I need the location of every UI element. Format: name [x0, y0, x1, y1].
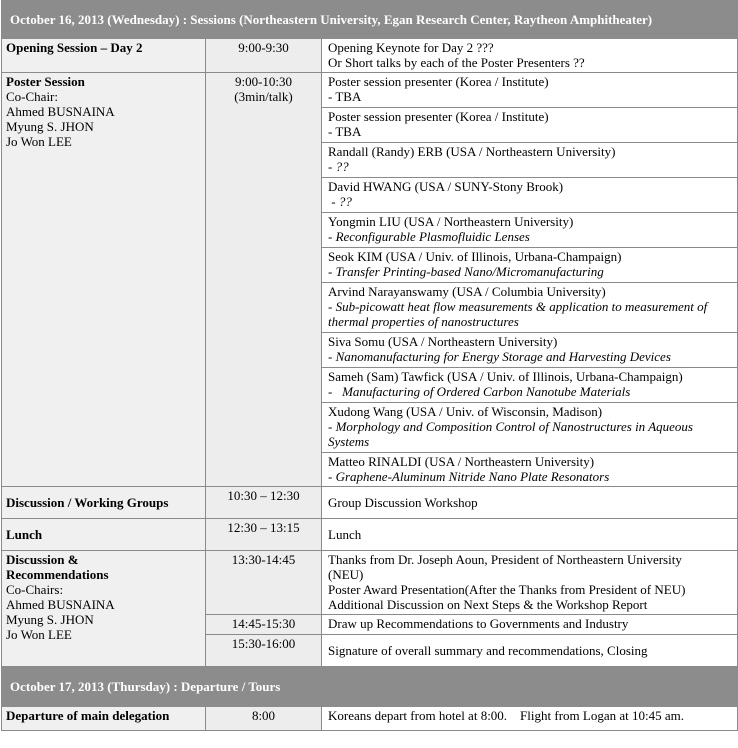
presenter-title-cont: Systems: [328, 434, 370, 449]
departure-time: 8:00: [206, 707, 322, 731]
presenter-cell: [322, 248, 738, 283]
presenter-name: Arvind Narayanswamy (USA / Columbia University): [328, 284, 606, 299]
poster-session-name: Poster Session: [6, 74, 85, 89]
presenter-cell: [322, 108, 738, 143]
recommendations-time-2: 14:45-15:30: [206, 615, 322, 635]
departure-session-name: Departure of main delegation: [6, 708, 170, 723]
poster-session-cell: [2, 73, 206, 487]
presenter-name: Siva Somu (USA / Northeastern University): [328, 334, 558, 349]
presenter-cell: [322, 333, 738, 368]
poster-time-2: (3min/talk): [234, 89, 293, 104]
recommendations-time-3: 15:30-16:00: [206, 635, 322, 667]
day1-header-row: [2, 1, 738, 39]
lunch-time: 12:30 – 13:15: [206, 519, 322, 551]
presenter-title: - Morphology and Composition Control of Nanostructures in Aqueous: [328, 419, 693, 434]
recommendations-chair-3: Jo Won LEE: [6, 627, 72, 642]
presenter-title: - Transfer Printing-based Nano/Micromanufacturing: [328, 264, 604, 279]
discussion-desc: Group Discussion Workshop: [322, 487, 738, 519]
presenter-name: Yongmin LIU (USA / Northeastern University): [328, 214, 574, 229]
presenter-title: - Reconfigurable Plasmofluidic Lenses: [328, 229, 530, 244]
presenter-title: - Graphene-Aluminum Nitride Nano Plate Resonators: [328, 469, 610, 484]
presenter-cell: [322, 283, 738, 333]
presenter-title: - Manufacturing of Ordered Carbon Nanotube Materials: [328, 384, 631, 399]
lunch-desc: Lunch: [322, 519, 738, 551]
presenter-cell: [322, 213, 738, 248]
opening-session-row: [2, 39, 738, 73]
lunch-session-name: Lunch: [6, 526, 43, 542]
presenter-cell: [322, 403, 738, 453]
recommendations-time-1: 13:30-14:45: [206, 551, 322, 615]
poster-cochair-label: Co-Chair:: [6, 89, 58, 104]
opening-session-time: 9:00-9:30: [206, 39, 322, 73]
recommendations-session-cell: [2, 551, 206, 667]
discussion-time: 10:30 – 12:30: [206, 487, 322, 519]
presenter-cell: [322, 73, 738, 108]
recommendations-chair-2: Myung S. JHON: [6, 612, 94, 627]
poster-chair-1: Ahmed BUSNAINA: [6, 104, 115, 119]
lunch-row: [2, 519, 738, 551]
recommendations-desc-2: (NEU): [328, 567, 364, 582]
recommendations-row-1: [2, 551, 738, 615]
presenter-title: - Nanomanufacturing for Energy Storage and Harvesting Devices: [328, 349, 671, 364]
recommendations-row2-desc: Draw up Recommendations to Governments and Industry: [322, 615, 738, 635]
presenter-name: Randall (Randy) ERB (USA / Northeastern University): [328, 144, 616, 159]
presenter-title: - ??: [328, 194, 352, 209]
presenter-name: Poster session presenter (Korea / Institute): [328, 109, 549, 124]
presenter-name: Matteo RINALDI (USA / Northeastern University): [328, 454, 595, 469]
poster-time-1: 9:00-10:30: [234, 74, 293, 89]
presenter-title-cont: thermal properties of nanostructures: [328, 314, 519, 329]
presenter-name: Poster session presenter (Korea / Institute): [328, 74, 549, 89]
recommendations-desc-3: Poster Award Presentation(After the Thanks from President of NEU): [328, 582, 686, 597]
presenter-title: - TBA: [328, 89, 362, 104]
discussion-session-name: Discussion / Working Groups: [6, 494, 169, 510]
departure-desc: Koreans depart from hotel at 8:00. Flight from Logan at 10:45 am.: [322, 707, 738, 731]
poster-chair-2: Myung S. JHON: [6, 119, 94, 134]
discussion-row: [2, 487, 738, 519]
presenter-name: Seok KIM (USA / Univ. of Illinois, Urbana-Champaign): [328, 249, 622, 264]
presenter-cell: [322, 178, 738, 213]
presenter-name: David HWANG (USA / SUNY-Stony Brook): [328, 179, 564, 194]
recommendations-chair-1: Ahmed BUSNAINA: [6, 597, 115, 612]
presenter-name: Xudong Wang (USA / Univ. of Wisconsin, Madison): [328, 404, 603, 419]
recommendations-session-name-1: Discussion &: [6, 552, 79, 567]
poster-row-1: [2, 73, 738, 108]
presenter-name: Sameh (Sam) Tawfick (USA / Univ. of Illinois, Urbana-Champaign): [328, 369, 683, 384]
presenter-title: - ??: [328, 159, 349, 174]
recommendations-desc-1: Thanks from Dr. Joseph Aoun, President of Northeastern University: [328, 552, 682, 567]
recommendations-row3-desc: Signature of overall summary and recommendations, Closing: [322, 635, 738, 667]
recommendations-cochair-label: Co-Chairs:: [6, 582, 64, 597]
day2-header-row: [2, 667, 738, 707]
presenter-title: - TBA: [328, 124, 362, 139]
departure-row: [2, 707, 738, 731]
opening-desc-2: Or Short talks by each of the Poster Presenters ??: [328, 55, 585, 70]
presenter-cell: [322, 453, 738, 487]
poster-session-time: [206, 73, 322, 487]
opening-session-name: Opening Session – Day 2: [6, 40, 143, 55]
day2-header: October 17, 2013 (Thursday) : Departure / Tours: [2, 667, 738, 707]
recommendations-session-name-2: Recommendations: [6, 567, 109, 582]
opening-desc-1: Opening Keynote for Day 2 ???: [328, 40, 494, 55]
presenter-cell: [322, 368, 738, 403]
presenter-cell: [322, 143, 738, 178]
recommendations-desc-4: Additional Discussion on Next Steps & the Workshop Report: [328, 597, 648, 612]
schedule-table: [1, 0, 738, 731]
day1-header: October 16, 2013 (Wednesday) : Sessions (Northeastern University, Egan Research Center, Raytheon Amphitheater): [2, 1, 738, 39]
poster-chair-3: Jo Won LEE: [6, 134, 72, 149]
presenter-title: - Sub-picowatt heat flow measurements & application to measurement of: [328, 299, 708, 314]
